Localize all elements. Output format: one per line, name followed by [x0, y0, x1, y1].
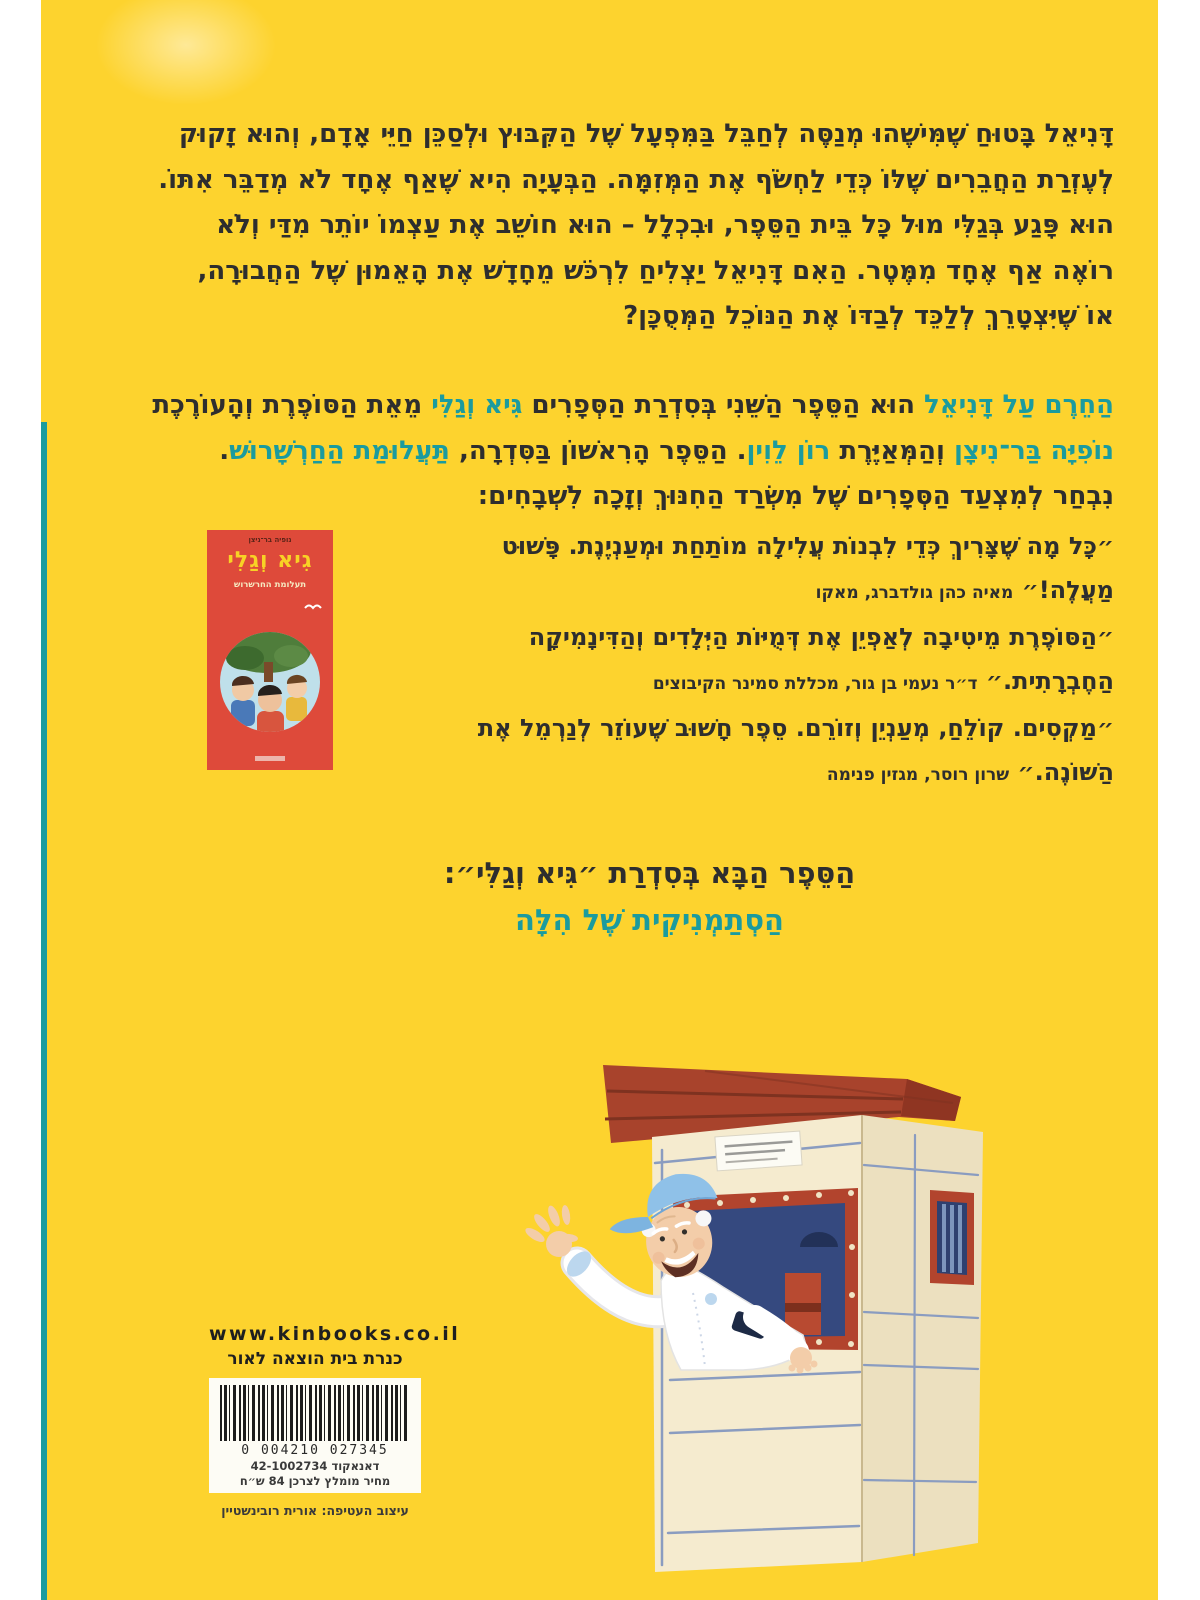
publisher-website: www.kinbooks.co.il — [209, 1323, 461, 1345]
next-book-label: הַסֵּפֶר הַבָּא בְּסִדְרַת ״גִּיא וְגַלִּי״: — [443, 856, 856, 890]
synopsis-paragraph — [141, 112, 1114, 340]
quote-attribution: שרון רוסר, מגזין פנימה — [826, 765, 1010, 785]
thumbnail-author: נופיה בר־ניצן — [248, 536, 292, 544]
synopsis-line: דָּנִיאֵל בָּטוּחַ שֶׁמִּישֶׁהוּ מְנַסֶּה לְחַבֵּל בַּמִּפְעָל שֶׁל הַקִּבּוּץ וּלְסַכֵּן חַיֵּי אָדָם, וְהוּא זָקוּק — [178, 119, 1114, 149]
press-quotes — [361, 524, 1114, 797]
about-line: נִבְחַר לְמִצְעַד הַסְּפָרִים שֶׁל מִשְׂרַד הַחִנּוּךְ וְזָכָה לִשְׁבָחִים: — [477, 481, 1114, 511]
illustrator-name-highlight: רוֹן לֵוִין — [746, 435, 831, 466]
synopsis-line: אוֹ שֶׁיִּצְטָרֵךְ לְלַכֵּד לְבַדּוֹ אֶת הַנּוֹכֵל הַמְּסֻכָּן? — [623, 301, 1114, 331]
about-line: הַחֵרֶם עַל דָּנִיאֵל הוּא הַסֵּפֶר הַשֵּׁנִי בְּסִדְרַת הַסְּפָרִים גִּיא וְגַלִּי מֵאֵת הַסּוֹפֶרֶת וְהָעוֹרֶכֶת — [152, 390, 1114, 420]
next-book-title: הַסְתַמְנִיקִית שֶׁל הִלָּה — [515, 903, 784, 937]
series-title-highlight: גִּיא וְגַלִּי — [431, 390, 523, 420]
danacode: דאנאקוד 42-1002734 — [250, 1459, 380, 1473]
book-back-cover — [41, 0, 1158, 1600]
kiosk-sign — [715, 1131, 802, 1171]
thumbnail-title: גִיא וְגַלִי — [227, 548, 313, 573]
synopsis-line: לְעֶזְרַת הַחֲבֵרִים שֶׁלּוֹ כְּדֵי לַחְשֹׂף אֶת הַמְּזִמָּה. הַבְּעָיָה הִיא שֶׁאַף אֶחָד לֹא מְדַבֵּר אִתּוֹ. — [158, 164, 1114, 195]
about-line: נוֹפִיָּה בַּר־נִיצָן וְהַמְּאַיֶּרֶת רוֹן לֵוִין. הַסֵּפֶר הָרִאשׁוֹן בַּסִּדְרָה, תַּעֲלוּמַת הַחַרְשָׁרוּשׁ. — [219, 435, 1114, 466]
quote-attribution-line: הַחֶבְרָתִית.״ ד״ר נעמי בן גור, מכללת סמינר הקיבוצים — [652, 667, 1114, 695]
barcode-digits: 0 004210 027345 — [241, 1443, 389, 1458]
quote-text: ״הַסּוֹפֶרֶת מֵיטִיבָה לְאַפְיֵן אֶת דְּמֻיּוֹת הַיְּלָדִים וְהַדִּינָמִיקָה — [528, 623, 1114, 651]
bird-icon — [305, 606, 321, 609]
quote-attribution: מאיה כהן גולדברג, מאקו — [815, 583, 1014, 603]
quote-attribution-line: מַעֲלֶה!״ מאיה כהן גולדברג, מאקו — [815, 576, 1114, 604]
scan-light-artifact — [96, 0, 276, 105]
barcode-bars — [220, 1385, 410, 1441]
waving-hand — [523, 1204, 578, 1257]
book-title-highlight: הַחֵרֶם עַל דָּנִיאֵל — [924, 390, 1114, 420]
price-line: מחיר מומלץ לצרכן 84 ש״ח — [239, 1474, 391, 1488]
quote-text: ״כָּל מָה שֶׁצָּרִיךְ כְּדֵי לִבְנוֹת עֲלִילָה מוֹתַחַת וּמְעַנְיֶנֶת. פָּשׁוּט — [501, 532, 1114, 560]
teal-edge-stripe — [41, 422, 47, 1600]
series-book-thumbnail — [207, 530, 333, 770]
kiosk-side-window — [930, 1190, 974, 1285]
author-name-highlight: נוֹפִיָּה בַּר־נִיצָן — [953, 435, 1114, 466]
synopsis-line: רוֹאֶה אַף אֶחָד מִמֶּטֶר. הַאִם דָּנִיאֵל יַצְלִיחַ לִרְכֹּשׁ מֵחָדָשׁ אֶת הָאֵמוּן שֶׁל הַחֲבוּרָה, — [197, 255, 1114, 286]
quote-text: ״מַקְסִים. קוֹלֵחַ, מְעַנְיֵן וְזוֹרֵם. סֵפֶר חָשׁוּב שֶׁעוֹזֵר לְנַרְמֵל אֶת — [477, 714, 1114, 742]
first-book-title-highlight: תַּעֲלוּמַת הַחַרְשָׁרוּשׁ — [229, 435, 450, 466]
publisher-footer — [209, 1323, 461, 1518]
next-book-announcement — [241, 850, 1058, 944]
barcode-label — [209, 1378, 421, 1493]
thumbnail-subtitle: תעלומת החרשרוש — [233, 580, 307, 590]
publisher-name: כנרת בית הוצאה לאור — [227, 1349, 403, 1369]
synopsis-line: הוּא פָּגַע בְּגַלִּי מוּל כָּל בֵּית הַסֵּפֶר, וּבִכְלָל – הוּא חוֹשֵׁב אֶת עַצְמוֹ יוֹתֵר מִדַּי וְלֹא — [216, 210, 1114, 240]
thumbnail-imprint-mark — [255, 756, 285, 761]
quote-attribution-line: הַשּׁוֹנֶה.״ שרון רוסר, מגזין פנימה — [826, 758, 1114, 786]
kiosk-illustration — [455, 1035, 1000, 1600]
cover-design-credit: עיצוב העטיפה: אורית רובינשטיין — [221, 1503, 409, 1518]
quote-attribution: ד״ר נעמי בן גור, מכללת סמינר הקיבוצים — [652, 674, 978, 694]
about-series-paragraph — [141, 383, 1114, 520]
